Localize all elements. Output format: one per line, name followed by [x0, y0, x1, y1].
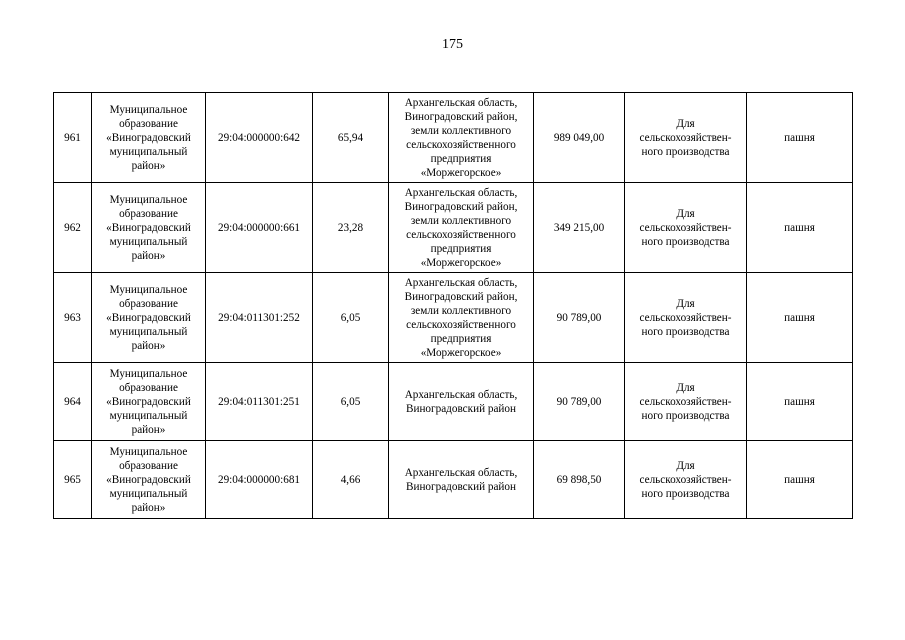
cell-location [389, 273, 534, 363]
cell-purpose-line: ного производства [641, 145, 730, 158]
cell-location-line: Архангельская область, [404, 466, 518, 479]
cell-cadastral-value: 989 049,00 [534, 93, 625, 183]
cell-purpose [625, 273, 747, 363]
cell-owner-line: муниципальный [109, 325, 188, 338]
cell-purpose-line: ного производства [641, 487, 730, 500]
cell-cadastral-value: 90 789,00 [534, 273, 625, 363]
cell-purpose-line: сельскохозяйствен- [639, 131, 732, 144]
cell-location-line: предприятия [430, 152, 492, 165]
cell-land-type: пашня [747, 273, 853, 363]
cell-purpose-line: сельскохозяйствен- [639, 311, 732, 324]
cell-number: 963 [54, 273, 92, 363]
cell-purpose-line: Для [676, 297, 695, 310]
cell-purpose-line: ного производства [641, 235, 730, 248]
cell-cadastral-number: 29:04:000000:661 [206, 183, 313, 273]
cell-number: 964 [54, 363, 92, 441]
cell-owner-line: муниципальный [109, 409, 188, 422]
cell-owner-line: образование [119, 207, 178, 220]
cell-owner-line: район» [131, 339, 166, 352]
cell-owner-line: образование [119, 459, 178, 472]
cell-number: 961 [54, 93, 92, 183]
cell-owner [92, 93, 206, 183]
cell-owner-line: район» [131, 159, 166, 172]
cell-purpose-line: сельскохозяйствен- [639, 395, 732, 408]
table-row [54, 441, 853, 519]
cell-location-line: Архангельская область, [404, 276, 518, 289]
cell-purpose-line: ного производства [641, 325, 730, 338]
cell-owner-line: муниципальный [109, 235, 188, 248]
table-row [54, 93, 853, 183]
cell-location-line: сельскохозяйственного [406, 318, 516, 331]
cell-owner [92, 363, 206, 441]
cell-location-line: земли коллективного [410, 124, 512, 137]
cell-owner-line: район» [131, 423, 166, 436]
cell-owner-line: «Виноградовский [106, 221, 191, 234]
cell-location-line: предприятия [430, 332, 492, 345]
cell-location-line: «Моржегорское» [420, 166, 502, 179]
cell-owner-line: «Виноградовский [106, 311, 191, 324]
table-row [54, 273, 853, 363]
cell-location-line: предприятия [430, 242, 492, 255]
cell-location-line: Виноградовский район, [404, 110, 518, 123]
table-body [54, 93, 853, 519]
cell-land-type: пашня [747, 183, 853, 273]
cell-owner-line: Муниципальное [109, 445, 188, 458]
cell-purpose-line: Для [676, 117, 695, 130]
cell-purpose-line: ного производства [641, 409, 730, 422]
cell-location [389, 93, 534, 183]
cell-cadastral-value: 349 215,00 [534, 183, 625, 273]
land-registry-table [53, 92, 853, 519]
cell-owner [92, 273, 206, 363]
cell-land-type: пашня [747, 441, 853, 519]
cell-location-line: Виноградовский район [406, 480, 516, 493]
cell-cadastral-number: 29:04:000000:642 [206, 93, 313, 183]
cell-location-line: Архангельская область, [404, 96, 518, 109]
cell-purpose [625, 441, 747, 519]
cell-cadastral-number: 29:04:011301:252 [206, 273, 313, 363]
cell-location-line: земли коллективного [410, 304, 512, 317]
cell-purpose [625, 363, 747, 441]
cell-area: 4,66 [313, 441, 389, 519]
cell-owner-line: район» [131, 249, 166, 262]
cell-owner-line: образование [119, 117, 178, 130]
cell-owner-line: «Виноградовский [106, 131, 191, 144]
cell-area: 6,05 [313, 273, 389, 363]
cell-land-type: пашня [747, 363, 853, 441]
cell-cadastral-number: 29:04:011301:251 [206, 363, 313, 441]
cell-location-line: земли коллективного [410, 214, 512, 227]
cell-land-type: пашня [747, 93, 853, 183]
cell-purpose-line: Для [676, 207, 695, 220]
cell-location-line: Архангельская область, [404, 186, 518, 199]
table-row [54, 363, 853, 441]
table-row [54, 183, 853, 273]
cell-owner-line: муниципальный [109, 487, 188, 500]
cell-owner-line: муниципальный [109, 145, 188, 158]
cell-cadastral-value: 69 898,50 [534, 441, 625, 519]
cell-area: 6,05 [313, 363, 389, 441]
cell-owner-line: район» [131, 501, 166, 514]
cell-location-line: сельскохозяйственного [406, 138, 516, 151]
cell-owner [92, 183, 206, 273]
cell-purpose-line: сельскохозяйствен- [639, 473, 732, 486]
cell-owner-line: Муниципальное [109, 103, 188, 116]
cell-location-line: «Моржегорское» [420, 346, 502, 359]
cell-location [389, 441, 534, 519]
cell-location-line: Архангельская область, [404, 388, 518, 401]
cell-purpose [625, 183, 747, 273]
cell-cadastral-number: 29:04:000000:681 [206, 441, 313, 519]
cell-location [389, 183, 534, 273]
cell-owner-line: «Виноградовский [106, 473, 191, 486]
cell-number: 965 [54, 441, 92, 519]
cell-purpose-line: Для [676, 459, 695, 472]
cell-purpose-line: Для [676, 381, 695, 394]
page-number: 175 [442, 37, 463, 52]
cell-area: 23,28 [313, 183, 389, 273]
cell-owner [92, 441, 206, 519]
cell-area: 65,94 [313, 93, 389, 183]
cell-owner-line: образование [119, 297, 178, 310]
cell-location-line: «Моржегорское» [420, 256, 502, 269]
cell-cadastral-value: 90 789,00 [534, 363, 625, 441]
cell-purpose [625, 93, 747, 183]
cell-owner-line: образование [119, 381, 178, 394]
cell-location-line: Виноградовский район, [404, 200, 518, 213]
cell-number: 962 [54, 183, 92, 273]
cell-owner-line: «Виноградовский [106, 395, 191, 408]
cell-owner-line: Муниципальное [109, 283, 188, 296]
cell-purpose-line: сельскохозяйствен- [639, 221, 732, 234]
cell-owner-line: Муниципальное [109, 193, 188, 206]
cell-location [389, 363, 534, 441]
cell-location-line: Виноградовский район [406, 402, 516, 415]
cell-location-line: сельскохозяйственного [406, 228, 516, 241]
cell-owner-line: Муниципальное [109, 367, 188, 380]
cell-location-line: Виноградовский район, [404, 290, 518, 303]
